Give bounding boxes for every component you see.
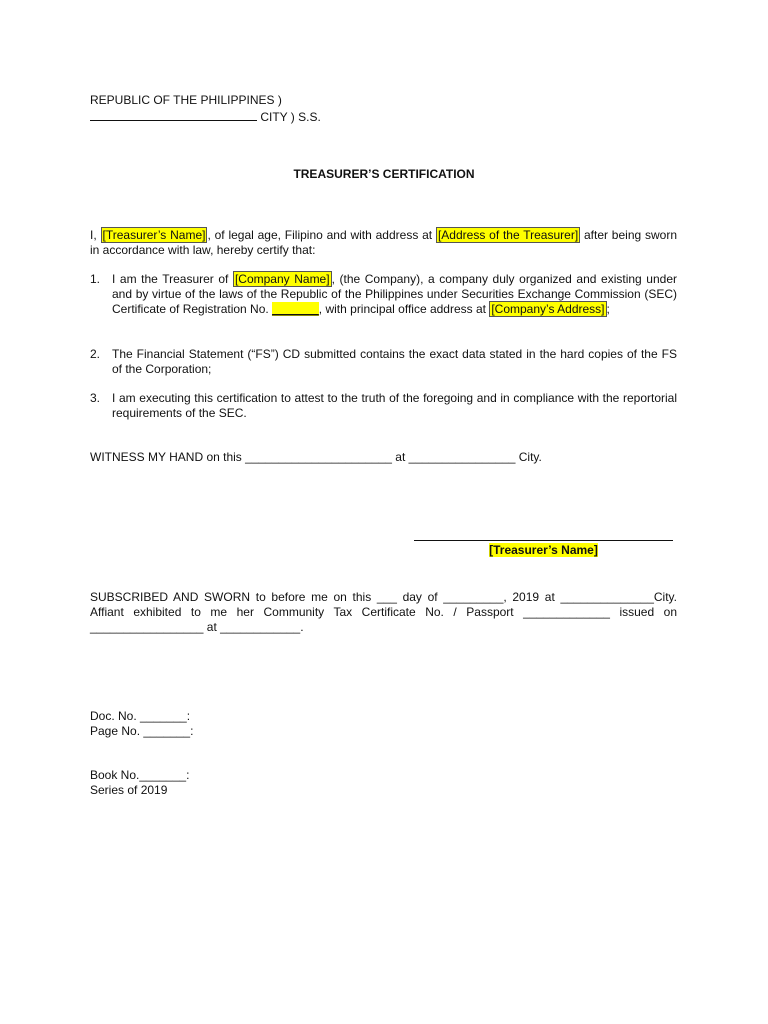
- company-name-placeholder: [Company Name]: [234, 272, 330, 286]
- intro-paragraph: [90, 228, 677, 258]
- treasurer-address-placeholder: [Address of the Treasurer]: [437, 228, 579, 242]
- page-number-line: Page No. _______:: [90, 724, 194, 738]
- city-blank-line: [90, 108, 257, 121]
- list-item-number: 2.: [90, 347, 101, 361]
- signatory-block: [414, 543, 673, 558]
- list-item-text: The Financial Statement (“FS”) CD submitted contains the exact data stated in the hard copies of the FS of the Corporation;: [112, 347, 677, 376]
- treasurer-name-placeholder: [Treasurer’s Name]: [102, 228, 206, 242]
- item1-text-d: ;: [606, 302, 610, 316]
- list-item-number: 1.: [90, 272, 101, 286]
- list-item-text: [112, 272, 677, 317]
- signatory-name-placeholder: [Treasurer’s Name]: [489, 543, 598, 557]
- venue-city-line: [90, 108, 321, 125]
- item1-text-c: , with principal office address at: [318, 302, 490, 316]
- list-item-text: I am executing this certification to attest to the truth of the foregoing and in compliance with the reportorial requirements of the SEC.: [112, 391, 677, 420]
- list-item-number: 3.: [90, 391, 101, 405]
- intro-text-c: after being sworn in accordance with law, hereby certify that:: [90, 228, 677, 257]
- registration-number-blank: _______: [272, 302, 319, 316]
- venue-city-suffix: CITY ) S.S.: [257, 110, 321, 124]
- intro-text-a: I,: [90, 228, 101, 242]
- doc-number-line: Doc. No. _______:: [90, 709, 191, 723]
- witness-line: WITNESS MY HAND on this ______________________ at ________________ City.: [90, 450, 542, 464]
- jurat-line-3: _________________ at ____________.: [90, 620, 304, 634]
- document-title: TREASURER’S CERTIFICATION: [293, 167, 475, 181]
- venue-republic-line: REPUBLIC OF THE PHILIPPINES ): [90, 93, 282, 107]
- jurat-line-1: SUBSCRIBED AND SWORN to before me on this ___ day of _________, 2019 at ______________City.: [90, 590, 677, 604]
- company-address-placeholder: [Company’s Address]: [491, 302, 605, 316]
- jurat-line-2: Affiant exhibited to me her Community Tax Certificate No. / Passport _____________ issued on: [90, 605, 677, 619]
- signature-line: [414, 540, 673, 541]
- series-line: Series of 2019: [90, 783, 168, 797]
- item1-text-a: I am the Treasurer of: [112, 272, 233, 286]
- item1-text-b: , (the Company), a company duly organized and existing under and by virtue of the laws of the Republic of the Philippines under Securities Exchange Commission (SEC) Certificate of Registration No.: [112, 272, 677, 316]
- intro-text-b: , of legal age, Filipino and with address at: [207, 228, 436, 242]
- book-number-line: Book No._______:: [90, 768, 190, 782]
